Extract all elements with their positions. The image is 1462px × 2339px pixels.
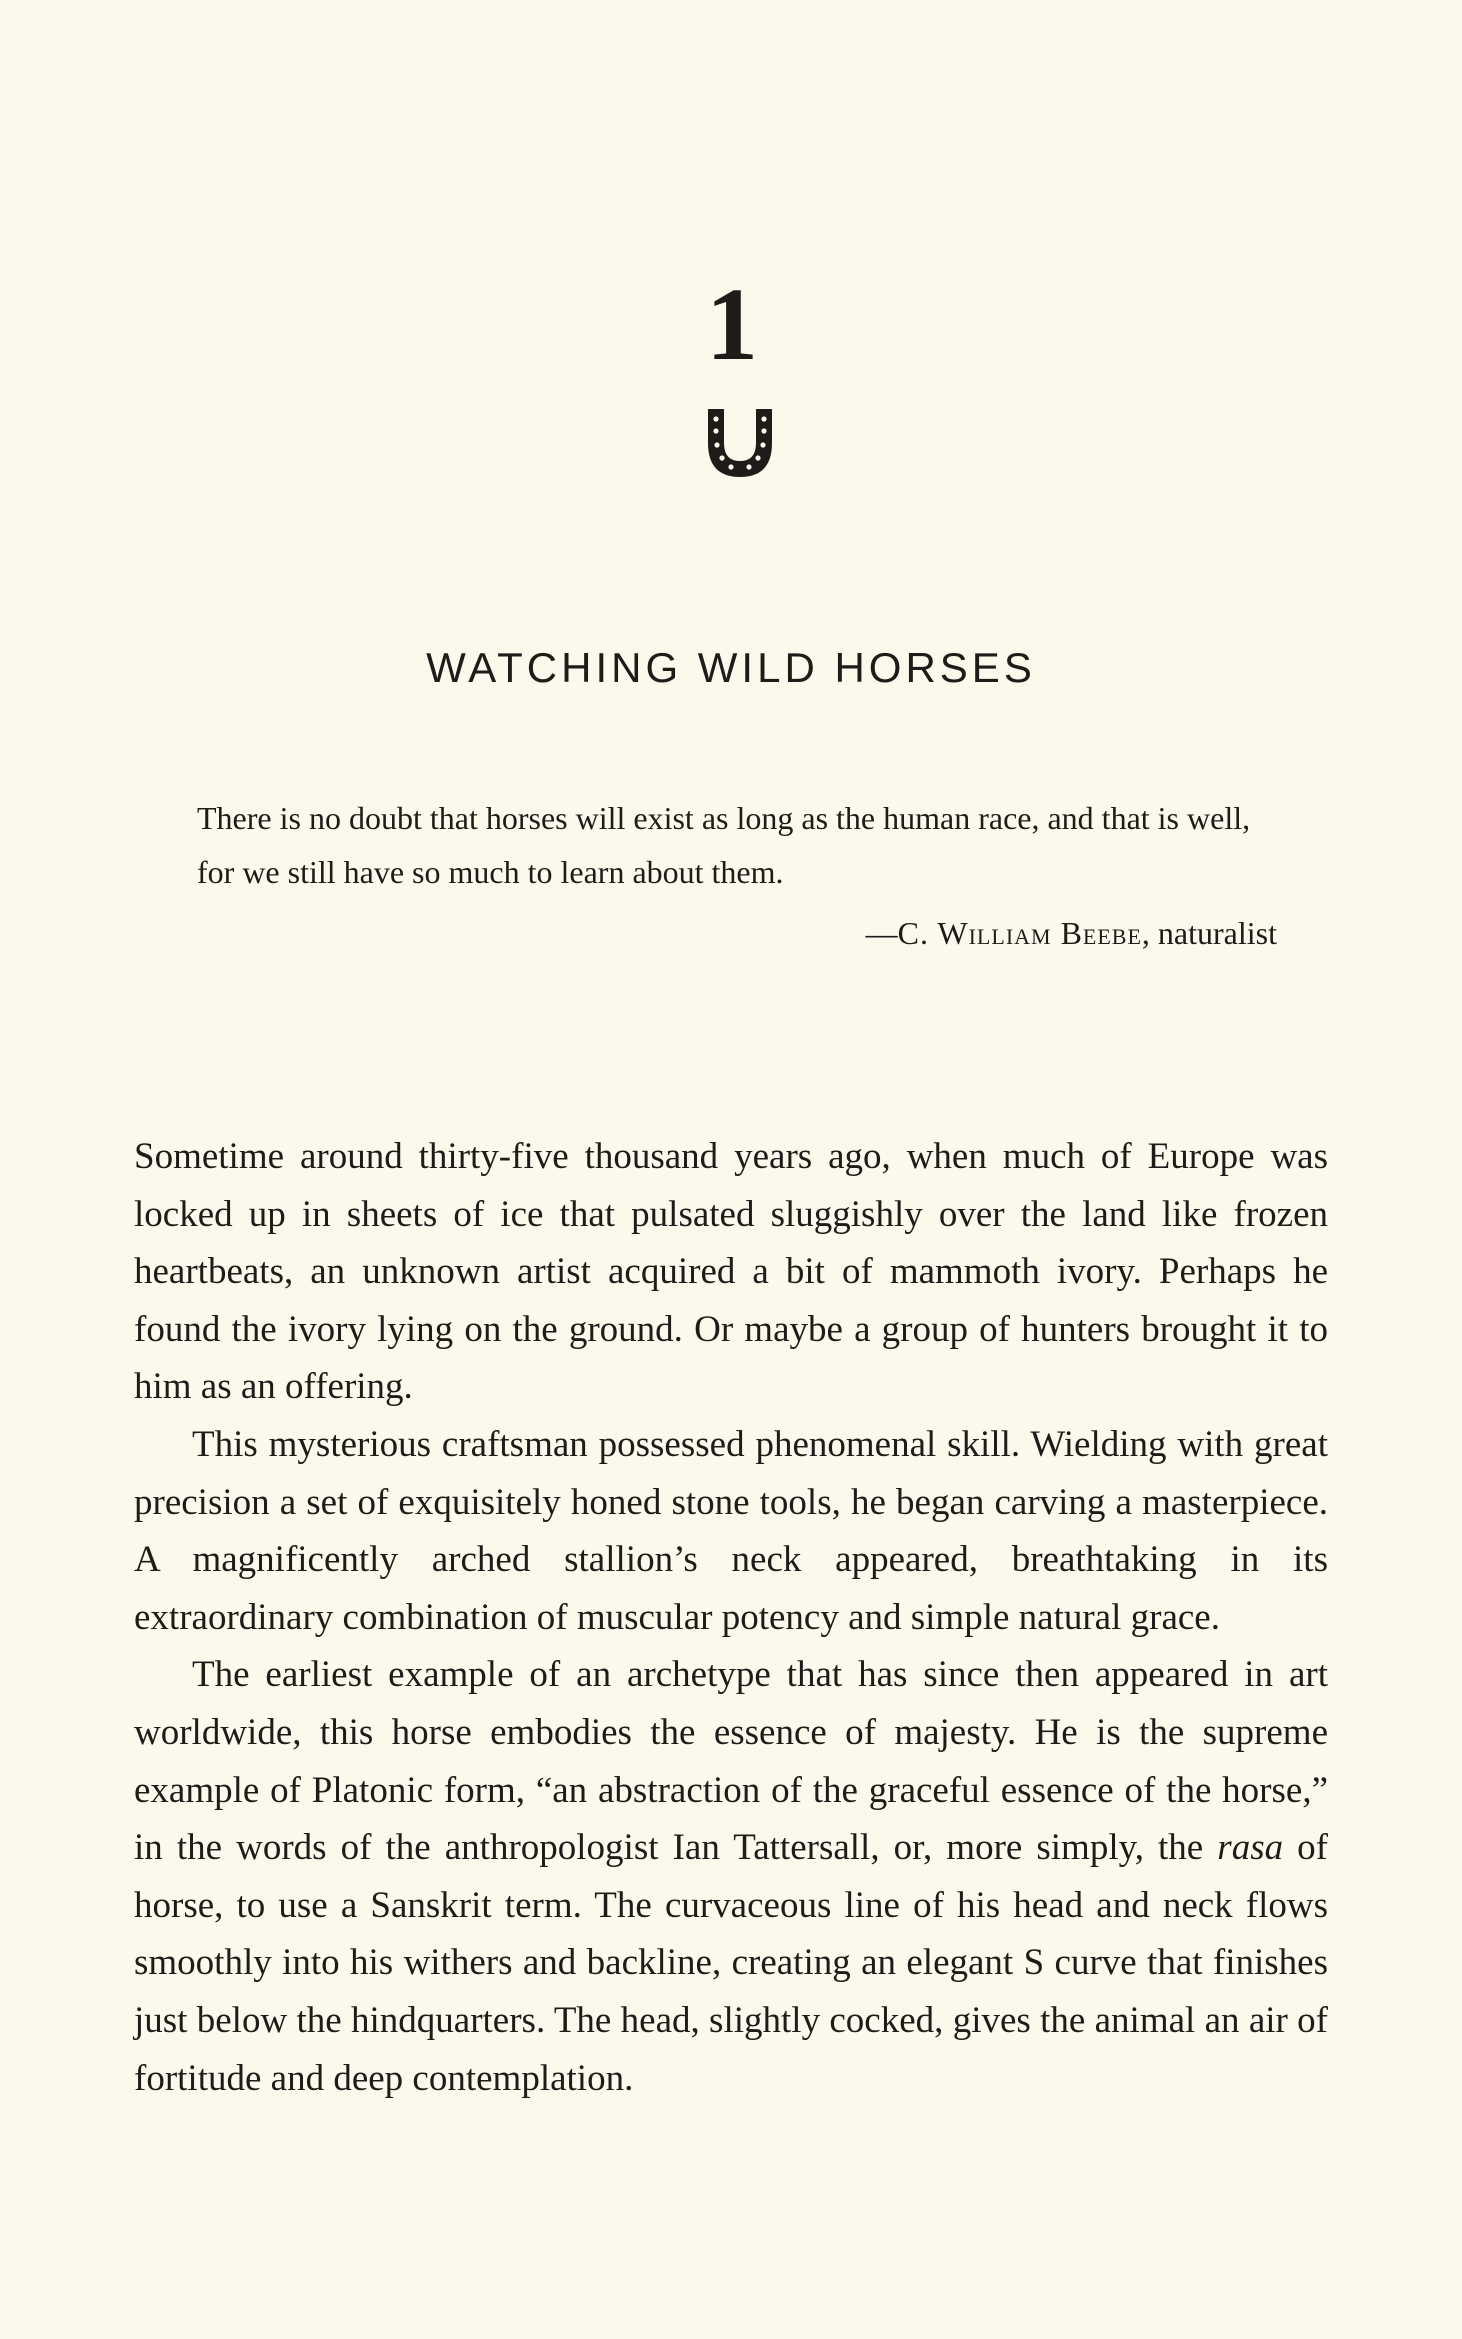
- attribution-author: C. William Beebe: [897, 915, 1142, 951]
- chapter-body: [134, 1128, 1328, 2107]
- paragraph-3-text-start: The earliest example of an archetype that has since then appeared in art worldwide, this horse embodies the essence of majesty. He is the supreme example of Platonic form, “an abstraction of the graceful essence of the horse,” in the words of the anthropologist Ian Tattersall, or, more simply, the: [134, 1654, 1328, 1869]
- chapter-title: WATCHING WILD HORSES: [426, 644, 1036, 692]
- paragraph-3-text-end: of horse, to use a Sanskrit term. The curvaceous line of his head and neck flows smoothly into his withers and backline, creating an elegant S curve that finishes just below the hindquarters. The head, slightly cocked, gives the animal an air of fortitude and deep contemplation.: [134, 1827, 1328, 2099]
- paragraph-2: This mysterious craftsman possessed phenomenal skill. Wielding with great precision a set of exquisitely honed stone tools, he began carving a masterpiece. A magnificently arched stallion’s neck appeared, breathtaking in its extraordinary combination of muscular potency and simple natural grace.: [134, 1423, 1328, 1638]
- epigraph-quote: There is no doubt that horses will exist as long as the human race, and that is well, for we still have so much to learn about them.: [197, 800, 1251, 890]
- attribution-role: , naturalist: [1141, 915, 1277, 951]
- italic-term: rasa: [1217, 1827, 1284, 1869]
- horseshoe-icon: [698, 405, 782, 481]
- paragraph-3: [134, 1646, 1328, 2107]
- chapter-number: 1: [706, 267, 756, 382]
- paragraph-1: Sometime around thirty-five thousand years ago, when much of Europe was locked up in sheets of ice that pulsated sluggishly over the land like frozen heartbeats, an unknown artist acquired a bit of mammoth ivory. Perhaps he found the ivory lying on the ground. Or maybe a group of hunters brought it to him as an offering.: [134, 1136, 1328, 1408]
- epigraph: [197, 791, 1277, 899]
- epigraph-attribution: [197, 906, 1277, 960]
- attribution-dash: —: [865, 915, 898, 951]
